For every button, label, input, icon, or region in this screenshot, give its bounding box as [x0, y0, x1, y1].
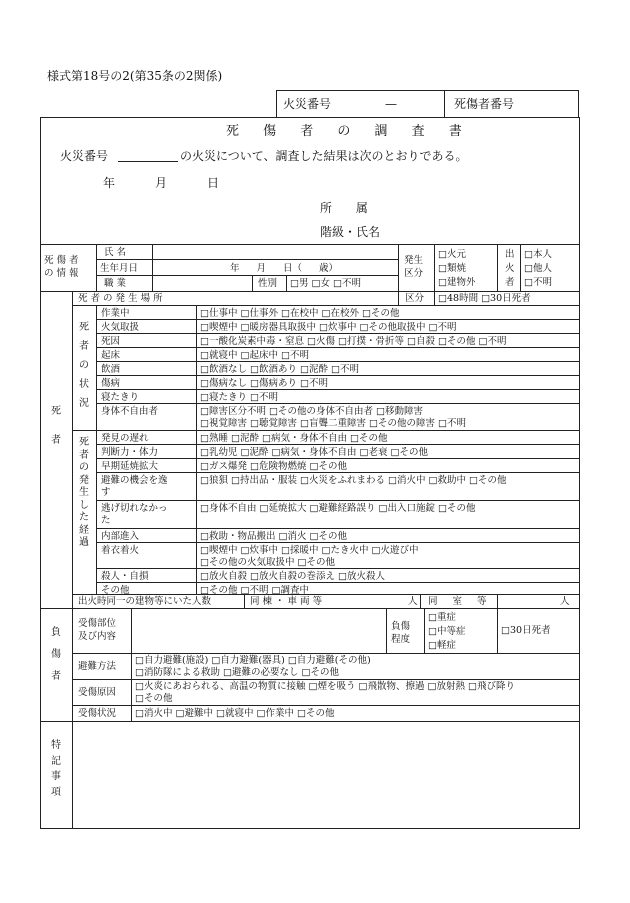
notes-section-label: 特 記 事 項 [51, 740, 61, 798]
sex-options[interactable]: □男 □女 □不明 [290, 278, 361, 289]
fire-number-dash: — [385, 97, 397, 111]
status-section-label: 死 者 の 状 況 [79, 322, 89, 409]
status-row-options[interactable]: □仕事中 □仕事外 □在校中 □在校外 □その他 [200, 308, 400, 319]
cause-options[interactable]: □火炎にあおられる、高温の物質に接触 □煙を吸う □飛散物、擦過 □放射熱 □飛び降り □その他 [135, 681, 515, 705]
job-label: 職 業 [104, 278, 127, 289]
process-row-label: 早期延焼拡大 [101, 461, 159, 472]
degree-label: 負傷 程度 [391, 621, 411, 646]
birth-label: 生年月日 [100, 263, 139, 274]
fire-number-blank[interactable] [118, 161, 178, 162]
status-row-options[interactable]: □喫煙中 □暖房器具取扱中 □炊事中 □その他取扱中 □不明 [200, 322, 457, 333]
process-row-label: その他 [101, 585, 130, 596]
process-row-options[interactable]: □放火自殺 □放火自殺の巻添え □放火殺人 [200, 571, 385, 582]
evac-label: 避難方法 [78, 661, 117, 672]
cause-label: 受傷原因 [78, 687, 117, 698]
process-row-options[interactable]: □喫煙中 □炊事中 □採暖中 □たき火中 □火遊び中 □その他の火気取扱中 □その他 [200, 545, 419, 569]
injury-section-label: 負 傷 者 [51, 627, 61, 682]
process-row-options[interactable]: □救助・物品搬出 □消火 □その他 [200, 531, 347, 542]
status-row-label: 死因 [101, 336, 121, 347]
casualty-number-label: 死傷者番号 [454, 97, 515, 111]
status-row-label: 飲酒 [101, 364, 121, 375]
intro-prefix: 火災番号 [60, 149, 109, 163]
notes-field[interactable] [73, 722, 579, 828]
form-number: 様式第18号の2(第35条の2関係) [47, 69, 223, 83]
state-label: 受傷状況 [78, 708, 117, 719]
people-unit-2: 人 [560, 596, 570, 607]
fire-number-label: 火災番号 [283, 97, 332, 111]
process-row-label: 発見の遅れ [101, 433, 149, 444]
process-row-label: 内部進入 [101, 531, 140, 542]
intro-suffix: の火災について、調査した結果は次のとおりである。 [180, 149, 468, 163]
death-section-label: 死 者 [51, 406, 61, 446]
status-row-label: 寝たきり [101, 392, 140, 403]
process-row-options[interactable]: □熟睡 □泥酔 □病気・身体不自由 □その他 [200, 433, 388, 444]
date-year: 年 [103, 176, 116, 190]
fire-person-options[interactable]: □本人 □他人 □不明 [524, 249, 552, 288]
process-row-options[interactable]: □ガス爆発 □危険物燃焼 □その他 [200, 461, 347, 472]
process-row-label: 殺人・自損 [101, 571, 149, 582]
status-row-label: 傷病 [101, 378, 121, 389]
status-row-options[interactable]: □寝たきり □不明 [200, 392, 278, 403]
date-day: 日 [207, 176, 220, 190]
state-options[interactable]: □消火中 □避難中 □就寝中 □作業中 □その他 [135, 708, 335, 719]
people-unit-1: 人 [408, 596, 418, 607]
status-row-options[interactable]: □一酸化炭素中毒・窒息 □火傷 □打撲・骨折等 □自殺 □その他 □不明 [200, 336, 507, 347]
sex-label: 性別 [258, 278, 278, 289]
info-section-label: 死 傷 者 の 情 報 [44, 255, 79, 280]
status-row-label: 身体不自由者 [101, 406, 159, 417]
process-row-options[interactable]: □乳幼児 □泥酔 □病気・身体不自由 □老衰 □その他 [200, 447, 428, 458]
affiliation-label: 所 属 [320, 201, 368, 215]
name-label: 氏 名 [104, 247, 127, 258]
origin-options[interactable]: □火元 □類焼 □建物外 [438, 249, 476, 288]
same-building-label: 出火時同一の建物等にいた人数 [78, 596, 212, 607]
division-label: 区分 [405, 293, 425, 304]
rank-name-label: 階級・氏名 [320, 225, 381, 239]
status-row-label: 火気取扱 [101, 322, 140, 333]
origin-label: 発生 区分 [404, 255, 424, 280]
fire-person-label: 出 火 者 [505, 249, 515, 288]
injury-part-label: 受傷部位 及び内容 [78, 618, 117, 643]
process-row-label: 判断力・体力 [101, 447, 159, 458]
process-row-options[interactable]: □身体不自由 □延焼拡大 □避難経路誤り □出入口施錠 □その他 [200, 503, 476, 514]
date-month: 月 [155, 176, 168, 190]
same-room-label: 同 室 等 [428, 596, 487, 607]
status-row-options[interactable]: □就寝中 □起床中 □不明 [200, 350, 309, 361]
process-row-label: 逃げ切れなかっ た [101, 503, 168, 526]
degree-30day[interactable]: □30日死者 [501, 625, 551, 636]
process-row-label: 避難の機会を逸 す [101, 475, 168, 498]
form-title: 死 傷 者 の 調 査 書 [226, 124, 472, 139]
death-place-label: 死 者 の 発 生 場 所 [78, 293, 163, 304]
status-row-options[interactable]: □飲酒なし □飲酒あり □泥酔 □不明 [200, 364, 359, 375]
same-building-cols: 同 棟 ・ 車 両 等 [250, 596, 323, 607]
status-row-options[interactable]: □障害区分不明 □その他の身体不自由者 □移動障害 □視覚障害 □聴覚障害 □盲聾二重障害 □その他の障害 □不明 [200, 406, 466, 430]
evac-options[interactable]: □自力避難(施設) □自力避難(器具) □自力避難(その他) □消防隊による救助 □避難の必要なし □その他 [135, 655, 371, 679]
status-row-options[interactable]: □傷病なし □傷病あり □不明 [200, 378, 328, 389]
birth-fields[interactable]: 年 月 日（ 歳） [230, 263, 339, 274]
process-section-label: 死 者 の 発 生 し た 経 過 [79, 437, 89, 548]
status-row-label: 作業中 [101, 308, 130, 319]
process-row-options[interactable]: □その他 □不明 □調査中 [200, 585, 309, 596]
division-options[interactable]: □48時間 □30日死者 [438, 293, 531, 304]
process-row-options[interactable]: □狼狽 □持出品・服装 □火災をふれまわる □消火中 □救助中 □その他 [200, 475, 507, 486]
degree-options[interactable]: □重症 □中等症 □軽症 [428, 612, 466, 651]
process-row-label: 着衣着火 [101, 545, 140, 556]
status-row-label: 起床 [101, 350, 121, 361]
